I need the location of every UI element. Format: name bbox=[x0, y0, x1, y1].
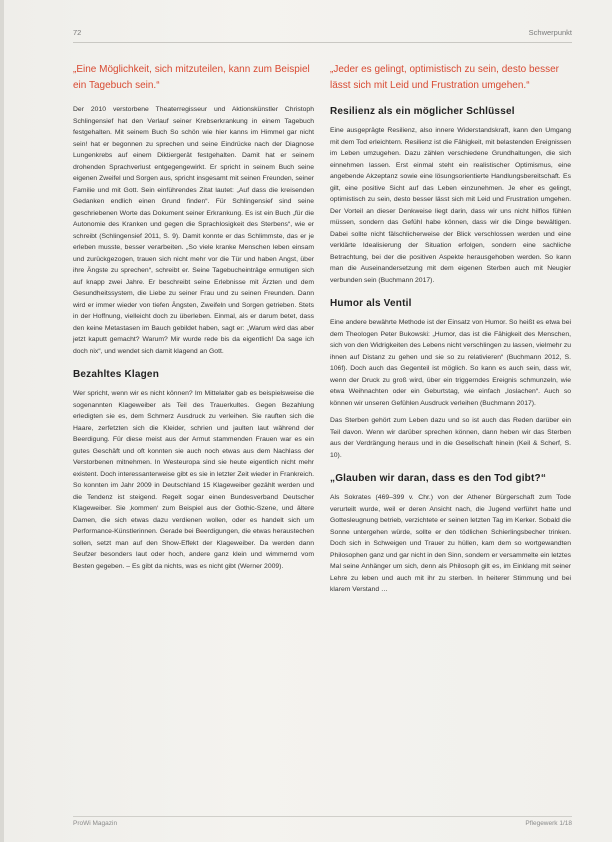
body-paragraph: Das Sterben gehört zum Leben dazu und so ist auch das Reden darüber ein Teil davon. Wenn wir darüber sprechen können, dann heben wir das Sterben aus der Verdrängung heraus und in die Gesellschaft hinein (Keil & Scherf, S. 10). bbox=[330, 417, 571, 459]
section-heading-resilienz: Resilienz als ein möglicher Schlüssel bbox=[330, 106, 515, 117]
page-number: 72 bbox=[73, 28, 82, 37]
pull-quote-right: „Jeder es gelingt, optimistisch zu sein, desto besser lässt sich mit Leid und Frustration umgehen.“ bbox=[330, 64, 559, 91]
body-paragraph: Wer spricht, wenn wir es nicht können? Im Mittelalter gab es beispielsweise die sogenannten Klageweiber als Teil des Trauerkultes. Gegen Bezahlung erledigten sie es, dem Schmerz Ausdruck zu verleihen. Sie rauften sich die Haare, zerfetzten sich die Kleider, schrien und jaulten laut während der Beerdigung. Für diese meist aus der Armut stammenden Frauen war es ein gutes Geschäft und oft konnten sie auch noch etwas aus dem Nachlass der Verstorbenen mitnehmen. In Westeuropa sind sie heute eigentlich nicht mehr existent. Doch interessanterweise gibt es sie in letzter Zeit wieder in Frankreich. So konnten im Jahr 2009 in Deutschland 15 Klageweiber gezählt werden und die Tendenz ist steigend. Regelt sogar einen Bundesverband Deutscher Klageweiber. Sie ‚kommen‘ zum Beispiel aus der Gothic-Szene, und ältere Damen, die sich etwas dazu verdienen wollen, oder es handelt sich um Performance-Künstlerinnen. Gerade bei Beerdigungen, die etwas heraustechen sollen, setzt man auf den Show-Effekt der Klageweiber. Da werden dann Seufzer besonders laut oder hoch, andere ganz klein und wimmernd vom Besten gegeben. – Es gibt da nichts, was es nicht gibt (Werner 2009). bbox=[73, 390, 314, 570]
right-column bbox=[330, 62, 571, 602]
footer-publication: ProWi Magazin bbox=[73, 820, 118, 827]
section-title: Schwerpunkt bbox=[528, 28, 572, 37]
body-paragraph: Der 2010 verstorbene Theaterregisseur und Aktionskünstler Christoph Schlingensief hat den Verlauf seiner Krebserkrankung in einem Tagebuch festgehalten. Mit seinem Buch So schön wie hier kanns im Himmel gar nicht sein! hat er begonnen zu sprechen und seine Eindrücke nach der Diagnose Lungenkrebs auf einem Diktiergerät festgehalten. Damit hat er seinem drohenden Sprachverlust entgegengewirkt. Er spricht in seinem Buch seine eigenen Zweifel und Sorgen aus, spricht insgesamt mit seinen Freunden, seiner Familie und mit Gott. Sein einführendes Zitat lautet: „Auf dass die kreisenden Gedanken endlich einen Grund finden“. Für Schlingensief sind seine geschriebenen Worte das Dokument seiner Erkrankung. Es ist ein Buch „für die Autonomie des Kranken und gegen die Sprachlosigkeit des Sterbens“, wie er schreibt (Schlingensief 2011, S. 9). Damit konnte er das Schlimmste, das er je erleben musste, besser verarbeiten. „So viele kranke Menschen leben einsam und zurückgezogen, trauen sich nicht mehr vor die Tür und haben Angst, über ihre Ängste zu sprechen“, schreibt er. Seine Tagebucheinträge ermutigen sich auf knapp zwei Jahre. Er beschreibt seine Erlebnisse mit Ärzten und dem Gesundheitssystem, die Liebe zu seiner Frau und zu seinen Freunden. Dann wird er immer wieder von tiefen Ängsten, Zweifeln und Sorgen getrieben. Stets in der Hoffnung, vielleicht doch zu überleben. Einmal, als er darum betet, dass den keine Metastasen im Bauch gebildet haben, sagt er: „Warum wird das aber jetzt kaputt gemacht? Warum? Mir wurde rede bis da eigentlich! Da sage ich doch nix“, und wendet sich damit klagend an Gott. bbox=[73, 106, 314, 355]
left-column bbox=[73, 62, 314, 578]
footer-divider bbox=[73, 816, 572, 817]
section-heading-humor: Humor als Ventil bbox=[330, 298, 412, 309]
page-edge-shadow bbox=[0, 0, 4, 842]
section-heading-tod: „Glauben wir daran, dass es den Tod gibt?“ bbox=[330, 473, 547, 484]
pull-quote-left: „Eine Möglichkeit, sich mitzuteilen, kann zum Beispiel ein Tagebuch sein.“ bbox=[73, 64, 310, 91]
body-paragraph: Eine ausgeprägte Resilienz, also innere Widerstandskraft, kann den Umgang mit dem Tod erleichtern. Resilienz ist die Fähigkeit, mit belastenden Ereignissen im Leben umzugehen. Dazu zählen verschiedene Grundhaltungen, die sich einnehmen lassen. Erst einmal steht ein realistischer Optimismus, eine angebende Akzeptanz sowie eine lösungsorientierte Handlungsbereitschaft. Es gilt, eine positive Sicht auf das Leben einzunehmen. Je eher es gelingt, optimistisch zu sein, desto besser lässt sich mit Leid und Frustration umgehen. Der Vorteil an dieser Denkweise liegt darin, dass wir uns nicht hilflos fühlen müssen, sondern das Gefühl habe können, dass wir die Dinge bewältigen. Dabei sollte nicht fälschlicherweise der Blick verschlossen werden und eine verklärte Idealisierung der Situation erfolgen, sondern eine sachliche Betrachtung, bei der die positiven Aspekte herausgehoben werden. So kann man die Auseinandersetzung mit dem eigenen Sterben auch mit Neugier verbunden sein (Buchmann 2017). bbox=[330, 127, 571, 284]
body-paragraph: Eine andere bewährte Methode ist der Einsatz von Humor. So heißt es etwa bei dem Theologen Peter Bukowski: „Humor, das ist die Fähigkeit des Menschen, sich von den Widrigkeiten des Lebens nicht verschlingen zu lassen, vielmehr zu ihnen auf Distanz zu gehen und sie so zu relativieren“ (Buchmann 2012, S. 106f). Doch auch das Gegenteil ist möglich. So kann es auch sein, dass wir, wenn der Druck zu groß wird, über ein triggerndes Ereignis schmunzeln, wie etwa Weihnachten oder ein Geburtstag, wie einfach „loslachen“. Auch so können wir unseren Gefühlen Ausdruck verleihen (Buchmann 2017). bbox=[330, 319, 571, 407]
body-paragraph: Als Sokrates (469–399 v. Chr.) von der Athener Bürgerschaft zum Tode verurteilt wurde, weil er deren Ansicht nach, die Jugend verführt hatte und Gottesleugnung betrieb, verzichtete er seinen letzten Tag im Kerker. Sobald die Sonne untergehen würde, sollte er den tödlichen Schierlingsbecher trinken. Doch sich in Schweigen und Trauer zu hüllen, kam dem so wortgewandten Philosophen ganz und gar nicht in den Sinn, sondern er versammelte ein letztes Mal seine Anhänger um sich, denn als Philosoph gilt es, im Einklang mit seiner Lehre zu leben und auch mit ihr zu sterben. In heiterer Stimmung und bei klarem Verstand … bbox=[330, 494, 571, 593]
section-heading-bezahltes-klagen: Bezahltes Klagen bbox=[73, 369, 160, 380]
page-footer bbox=[73, 816, 572, 830]
footer-issue: Pflegewerk 1/18 bbox=[525, 820, 572, 827]
page-header bbox=[0, 0, 612, 37]
header-divider bbox=[73, 42, 572, 43]
